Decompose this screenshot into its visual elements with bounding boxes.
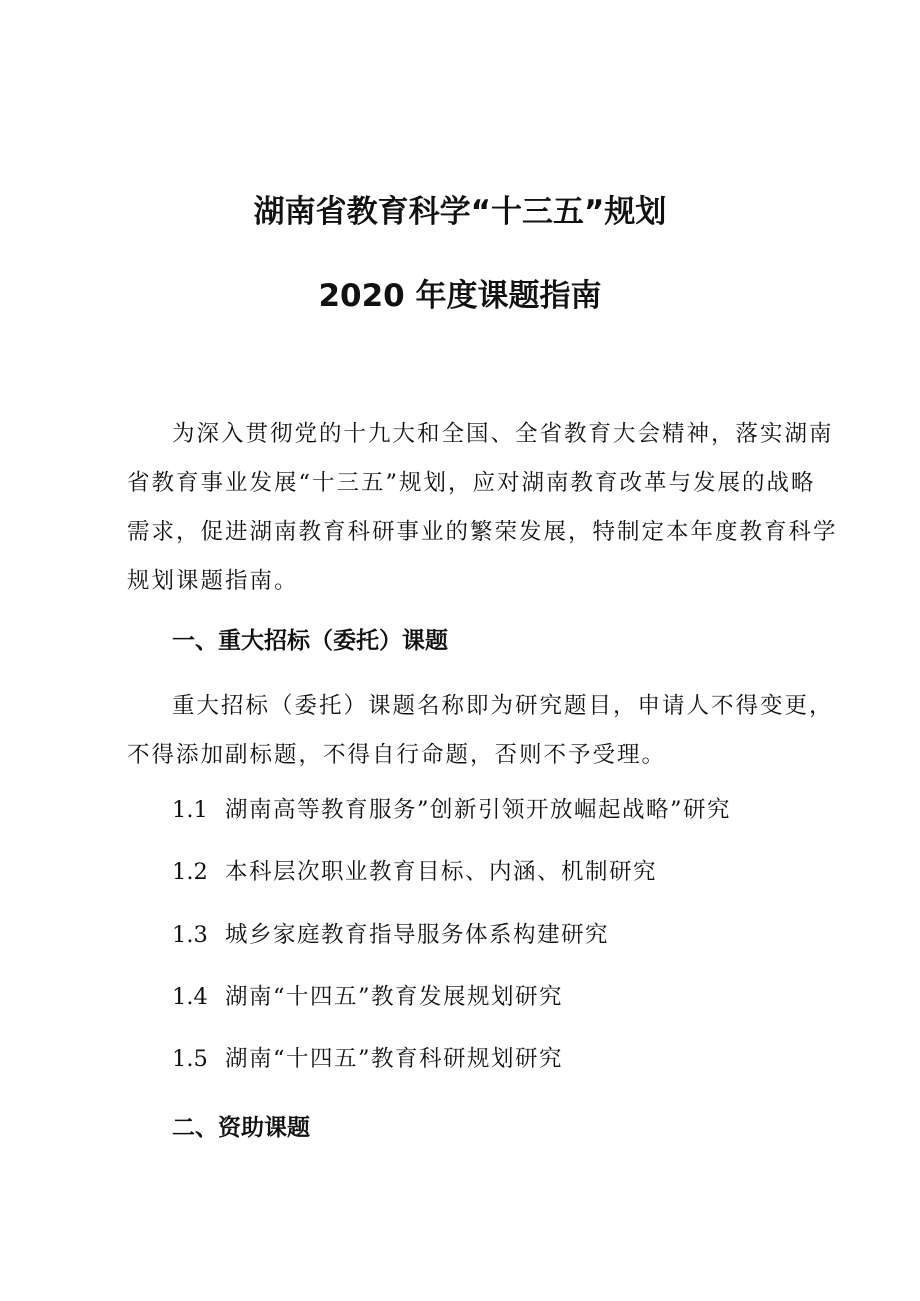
document-title-line-2: 2020 年度课题指南 xyxy=(318,278,602,314)
topic-title: 湖南“十四五”教育科研规划研究 xyxy=(225,1046,564,1072)
intro-line: 需求，促进湖南教育科研事业的繁荣发展，特制定本年度教育科学 xyxy=(127,519,838,545)
topic-item xyxy=(172,857,657,887)
topic-title: 城乡家庭教育指导服务体系构建研究 xyxy=(225,922,610,948)
section-heading-funded: 二、资助课题 xyxy=(172,1115,310,1141)
section-heading-major-bidding: 一、重大招标（委托）课题 xyxy=(172,628,448,654)
intro-line: 规划课题指南。 xyxy=(127,568,299,594)
topic-item xyxy=(172,982,563,1012)
intro-line: 为深入贯彻党的十九大和全国、全省教育大会精神，落实湖南 xyxy=(172,421,834,447)
note-line: 重大招标（委托）课题名称即为研究题目，申请人不得变更， xyxy=(172,693,834,719)
topic-number: 1.1 xyxy=(172,797,208,823)
topic-item xyxy=(172,795,731,825)
topic-number: 1.3 xyxy=(172,922,208,948)
document-title-line-1: 湖南省教育科学“十三五”规划 xyxy=(253,194,667,230)
topic-title: 本科层次职业教育目标、内涵、机制研究 xyxy=(225,859,658,885)
topic-number: 1.5 xyxy=(172,1046,208,1072)
intro-paragraph xyxy=(127,410,838,606)
section-note-paragraph xyxy=(127,682,834,780)
topic-title: 湖南高等教育服务”创新引领开放崛起战略”研究 xyxy=(225,797,732,823)
intro-line: 省教育事业发展“十三五”规划，应对湖南教育改革与发展的战略 xyxy=(127,470,816,496)
topic-title: 湖南“十四五”教育发展规划研究 xyxy=(225,984,564,1010)
topic-item xyxy=(172,920,609,950)
topic-number: 1.2 xyxy=(172,859,208,885)
note-line: 不得添加副标题，不得自行命题，否则不予受理。 xyxy=(127,742,667,768)
topic-number: 1.4 xyxy=(172,984,208,1010)
topic-item xyxy=(172,1044,563,1074)
